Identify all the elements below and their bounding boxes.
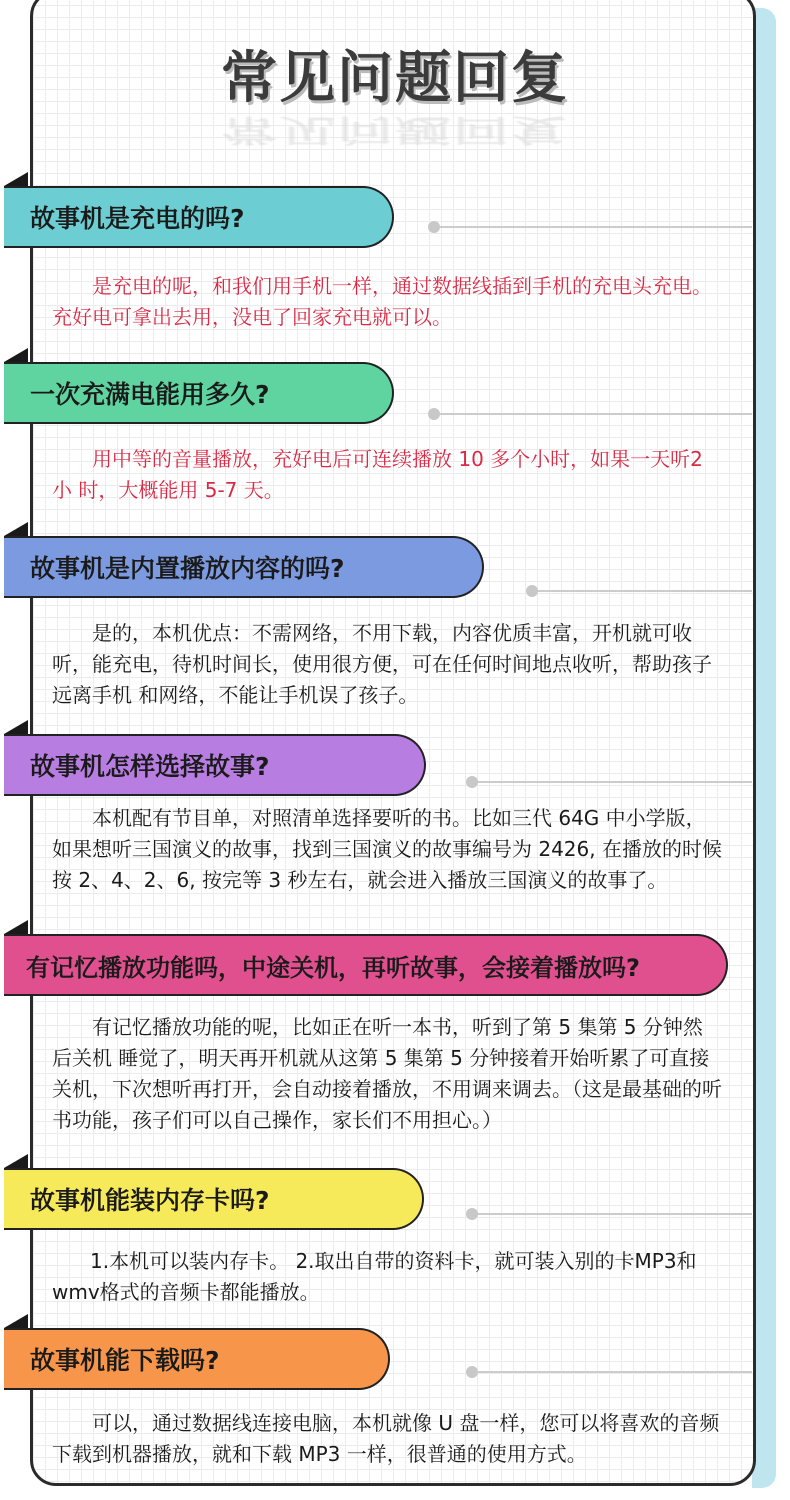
tab-notch: [4, 522, 28, 536]
faq-answer-6: 1.本机可以装内存卡。 2.取出自带的资料卡，就可装入别的卡MP3和wmv格式的音频卡都能播放。: [52, 1249, 697, 1304]
faq-answer-5: 有记忆播放功能的呢，比如正在听一本书，听到了第 5 集第 5 分钟然后关机 睡觉了，明天再开机就从这第 5 集第 5 分钟接着开始听累了可直接关机，下次想听再打开，会自动接着播放，不用调来调去。（这是最基础的听书功能，孩子们可以自己操作，家长们不用担心。）: [52, 1015, 722, 1132]
guide-line: [478, 1371, 752, 1373]
faq-question-4: 故事机怎样选择故事?: [4, 734, 426, 796]
faq-question-1: 故事机是充电的吗?: [4, 186, 394, 248]
guide-line: [538, 590, 752, 592]
faq-answer-3: 是的，本机优点：不需网络，不用下载，内容优质丰富，开机就可收听，能充电，待机时间长，使用很方便，可在任何时间地点收听，帮助孩子远离手机 和网络，不能让手机误了孩子。: [52, 621, 712, 707]
faq-answer-1: 是充电的呢，和我们用手机一样，通过数据线插到手机的充电头充电。充好电可拿出去用，没电了回家充电就可以。: [52, 274, 712, 329]
tab-notch: [4, 1154, 28, 1168]
tab-notch: [4, 172, 28, 186]
faq-answer-2: 用中等的音量播放，充好电后可连续播放 10 多个小时，如果一天听2小 时，大概能用 5-7 天。: [52, 447, 703, 502]
guide-dot: [466, 1366, 478, 1378]
faq-question-5: 有记忆播放功能吗，中途关机，再听故事，会接着播放吗?: [4, 934, 728, 996]
guide-dot: [428, 408, 440, 420]
faq-question-6: 故事机能装内存卡吗?: [4, 1168, 424, 1230]
guide-line: [478, 1213, 752, 1215]
faq-question-3: 故事机是内置播放内容的吗?: [4, 536, 484, 598]
tab-notch: [4, 720, 28, 734]
faq-answer-4: 本机配有节目单，对照清单选择要听的书。比如三代 64G 中小学版，如果想听三国演义的故事，找到三国演义的故事编号为 2426, 在播放的时候按 2、4、2、6, 按完等 3 秒左右，就会进入播放三国演义的故事了。: [52, 806, 722, 892]
tab-notch: [4, 1314, 28, 1328]
faq-question-2: 一次充满电能用多久?: [4, 362, 394, 424]
guide-dot: [428, 221, 440, 233]
tab-notch: [4, 920, 28, 934]
guide-dot: [526, 585, 538, 597]
guide-line: [478, 781, 752, 783]
page-title: 常见问题回复: [221, 46, 569, 111]
guide-line: [440, 413, 752, 415]
guide-line: [440, 226, 752, 228]
guide-dot: [466, 1208, 478, 1220]
tab-notch: [4, 348, 28, 362]
guide-dot: [466, 776, 478, 788]
faq-answer-7: 可以，通过数据线连接电脑，本机就像 U 盘一样，您可以将喜欢的音频下载到机器播放，就和下载 MP3 一样，很普通的使用方式。: [52, 1411, 720, 1466]
page-title-reflection: 常见问题回复: [221, 111, 569, 148]
faq-question-7: 故事机能下载吗?: [4, 1328, 390, 1390]
